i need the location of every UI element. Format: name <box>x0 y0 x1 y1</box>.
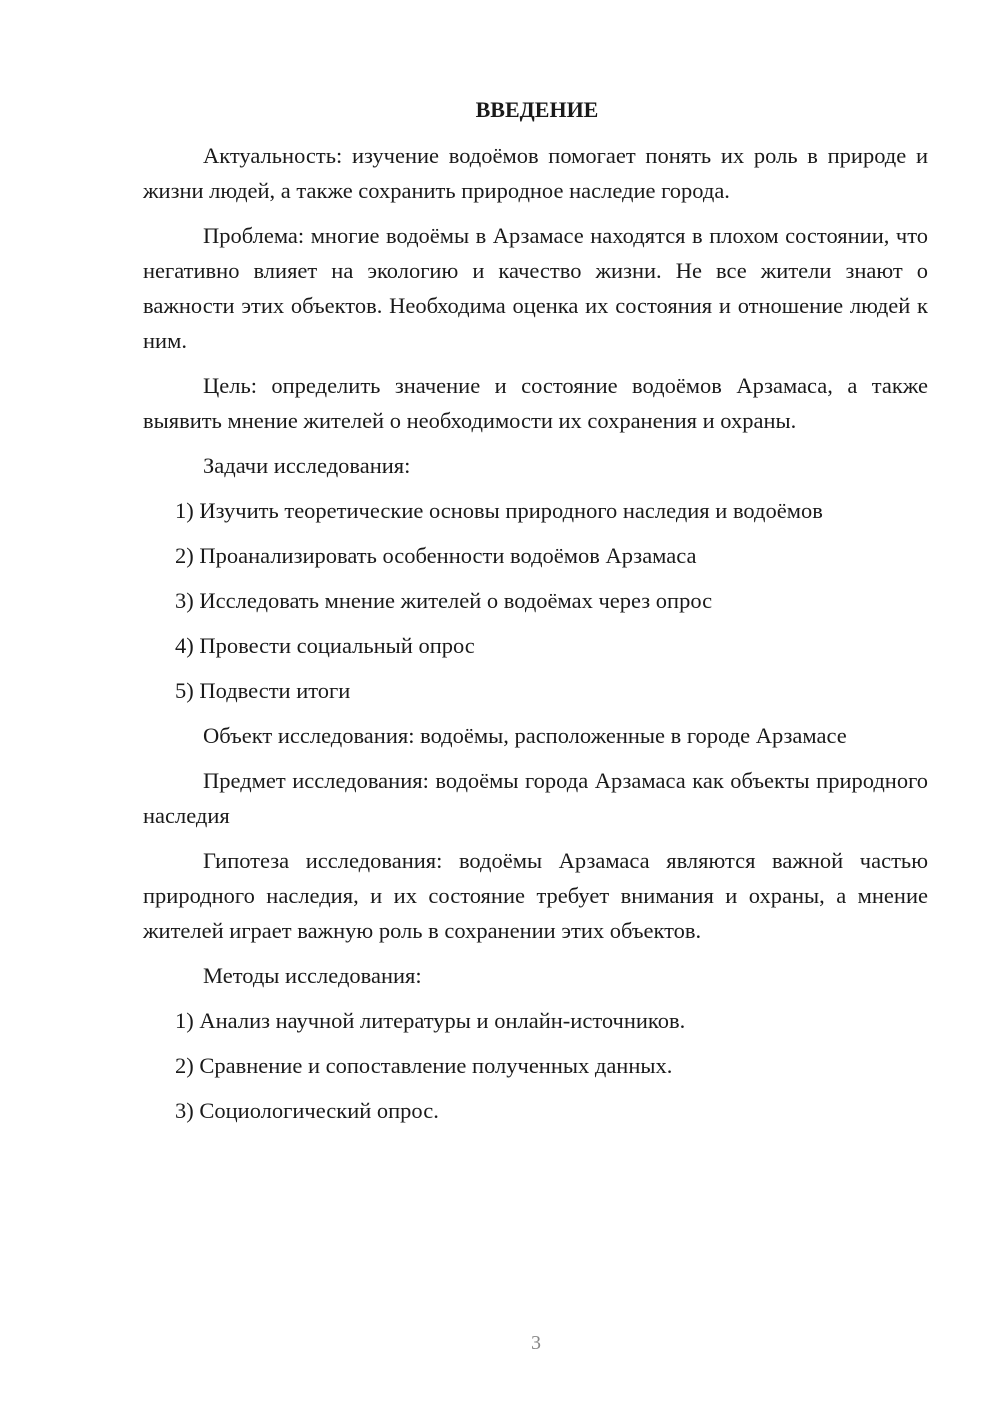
object-paragraph: Объект исследования: водоёмы, расположенные в городе Арзамасе <box>203 723 847 748</box>
relevance-paragraph: Актуальность: изучение водоёмов помогает понять их роль в природе и жизни людей, а также сохранить природное наследие города. <box>143 143 928 203</box>
list-item: 2) Проанализировать особенности водоёмов Арзамаса <box>175 543 697 568</box>
list-item: 1) Анализ научной литературы и онлайн-источников. <box>175 1008 686 1033</box>
list-item: 3) Исследовать мнение жителей о водоёмах через опрос <box>175 588 713 613</box>
methods-heading: Методы исследования: <box>203 963 422 988</box>
tasks-list <box>143 493 928 708</box>
page-number: 3 <box>531 1332 541 1354</box>
page-content <box>143 95 928 1138</box>
subject-paragraph: Предмет исследования: водоёмы города Арзамаса как объекты природного наследия <box>143 768 928 828</box>
page-title: ВВЕДЕНИЕ <box>475 97 599 122</box>
list-item: 2) Сравнение и сопоставление полученных данных. <box>175 1053 673 1078</box>
methods-list <box>143 1003 928 1128</box>
problem-paragraph: Проблема: многие водоёмы в Арзамасе находятся в плохом состоянии, что негативно влияет на экологию и качество жизни. Не все жители знают о важности этих объектов. Необходима оценка их состояния и отношение людей к ним. <box>143 223 928 353</box>
list-item: 1) Изучить теоретические основы природного наследия и водоёмов <box>175 498 823 523</box>
list-item: 3) Социологический опрос. <box>175 1098 439 1123</box>
hypothesis-paragraph: Гипотеза исследования: водоёмы Арзамаса являются важной частью природного наследия, и их состояние требует внимания и охраны, а мнение жителей играет важную роль в сохранении этих объектов. <box>143 848 928 943</box>
tasks-heading: Задачи исследования: <box>203 453 411 478</box>
goal-paragraph: Цель: определить значение и состояние водоёмов Арзамаса, а также выявить мнение жителей о необходимости их сохранения и охраны. <box>143 373 928 433</box>
list-item: 4) Провести социальный опрос <box>175 633 475 658</box>
list-item: 5) Подвести итоги <box>175 678 351 703</box>
